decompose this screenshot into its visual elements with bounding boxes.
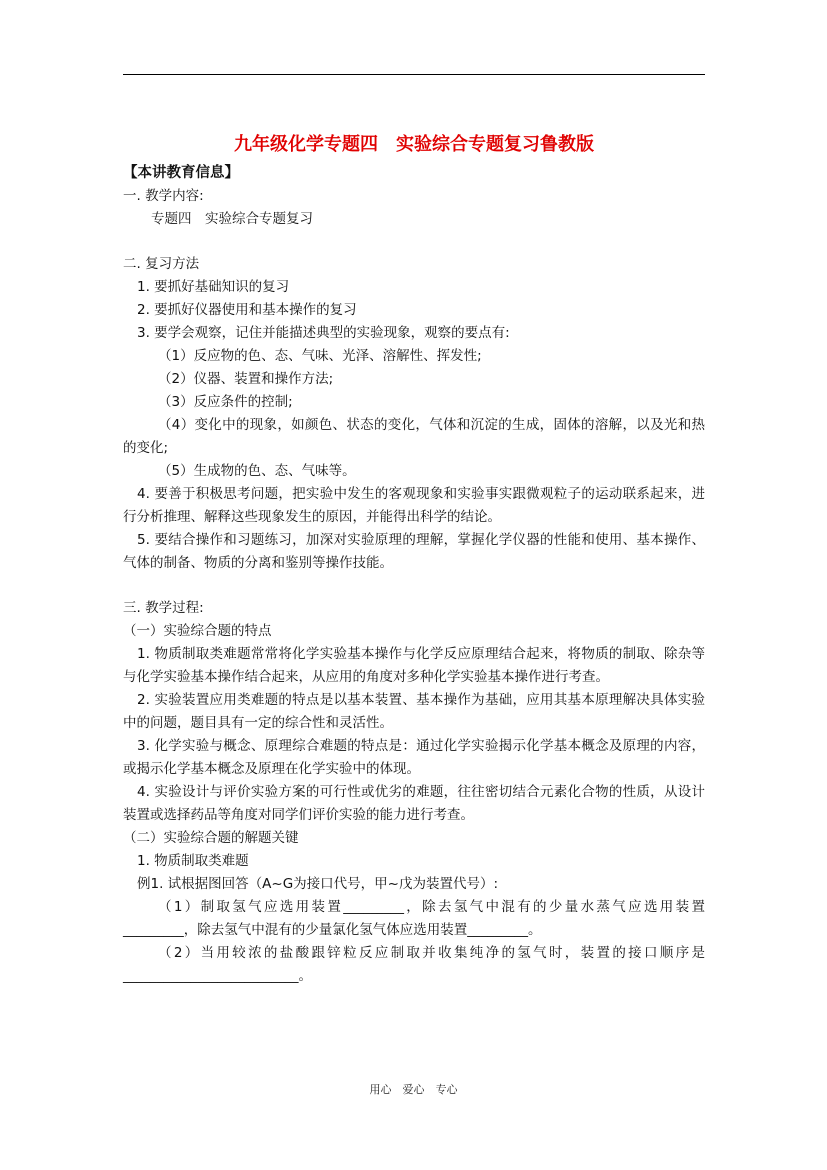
section3-p4: 4. 实验设计与评价实验方案的可行性或优劣的难题，往往密切结合元素化合物的性质，从设计装置或选择药品等角度对同学们评价实验的能力进行考查。 — [123, 784, 705, 823]
section2-item4: 4. 要善于积极思考问题，把实验中发生的客观现象和实验事实跟微观粒子的运动联系起来，进行分析推理、解释这些现象发生的原因，并能得出科学的结论。 — [123, 486, 705, 525]
header-rule — [123, 74, 705, 75]
info-heading: 【本讲教育信息】 — [123, 165, 239, 181]
spacer — [123, 231, 705, 253]
section3-k1: 1. 物质制取类难题 — [137, 853, 249, 869]
section3-part2-heading: （二）实验综合题的解题关键 — [123, 830, 299, 846]
section2-sub2: （2）仪器、装置和操作方法; — [158, 371, 334, 387]
section3-heading: 三. 教学过程: — [123, 600, 204, 616]
section3-part1-heading: （一）实验综合题的特点 — [123, 623, 272, 639]
document-title: 九年级化学专题四 实验综合专题复习鲁教版 — [234, 134, 594, 155]
section2-item3: 3. 要学会观察，记住并能描述典型的实验现象，观察的要点有: — [137, 325, 510, 341]
section2-item2: 2. 要抓好仪器使用和基本操作的复习 — [137, 302, 357, 318]
section2-sub1: （1）反应物的色、态、气味、光泽、溶解性、挥发性; — [158, 348, 482, 364]
spacer — [123, 575, 705, 597]
section3-p2: 2. 实验装置应用类难题的特点是以基本装置、基本操作为基础，应用其基本原理解决具体实验中的问题，题目具有一定的综合性和灵活性。 — [123, 692, 705, 731]
section2-sub3: （3）反应条件的控制; — [158, 394, 293, 410]
example-1: 例1. 试根据图回答（A~G为接口代号，甲~戊为装置代号）: — [137, 876, 499, 892]
section2-sub4: （4）变化中的现象，如颜色、状态的变化，气体和沉淀的生成，固体的溶解，以及光和热的变化; — [123, 417, 705, 456]
page-footer: 用心 爱心 专心 — [369, 1083, 458, 1096]
section3-p3: 3. 化学实验与概念、原理综合难题的特点是：通过化学实验揭示化学基本概念及原理的内容，或揭示化学基本概念及原理在化学实验中的体现。 — [123, 738, 705, 777]
section1-heading: 一. 教学内容: — [123, 188, 204, 204]
document-body — [123, 132, 705, 988]
section2-item5: 5. 要结合操作和习题练习，加深对实验原理的理解，掌握化学仪器的性能和使用、基本操作、气体的制备、物质的分离和鉴别等操作技能。 — [123, 532, 705, 571]
section3-p1: 1. 物质制取类难题常常将化学实验基本操作与化学反应原理结合起来，将物质的制取、除杂等与化学实验基本操作结合起来，从应用的角度对多种化学实验基本操作进行考查。 — [123, 646, 705, 685]
example-question-2: （2）当用较浓的盐酸跟锌粒反应制取并收集纯净的氢气时，装置的接口顺序是__________________________。 — [123, 945, 705, 984]
section2-item1: 1. 要抓好基础知识的复习 — [137, 279, 290, 295]
section2-heading: 二. 复习方法 — [123, 256, 200, 272]
section2-sub5: （5）生成物的色、态、气味等。 — [158, 463, 356, 479]
example-question-1: （1）制取氢气应选用装置_________，除去氢气中混有的少量水蒸气应选用装置_________，除去氢气中混有的少量氯化氢气体应选用装置_________。 — [123, 899, 705, 938]
section1-line: 专题四 实验综合专题复习 — [151, 211, 313, 227]
